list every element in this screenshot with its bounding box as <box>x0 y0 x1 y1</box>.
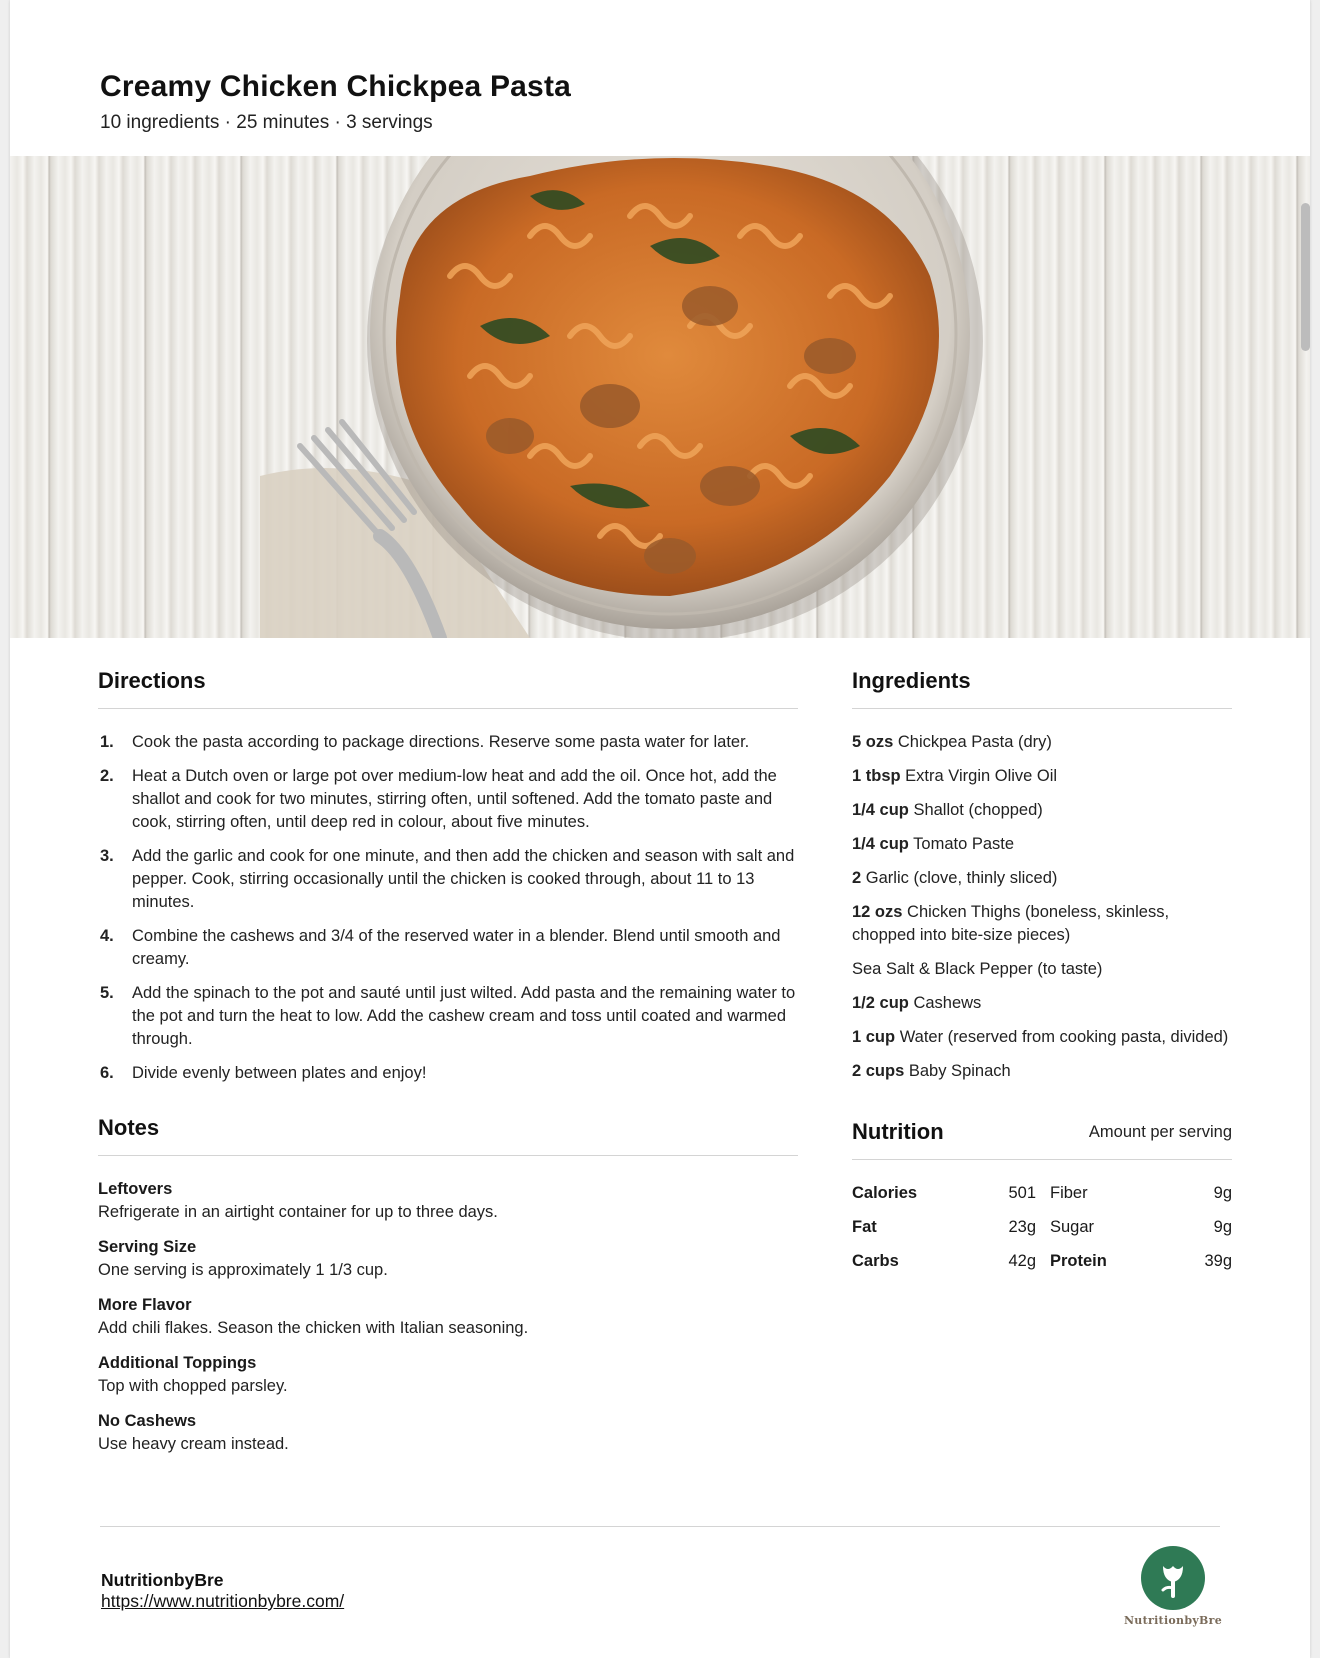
nutrition-header <box>852 1119 1232 1145</box>
brand-name: NutritionbyBre <box>101 1570 224 1590</box>
right-column <box>852 668 1232 1273</box>
note-item: Serving Size One serving is approximately 1 1/3 cup. <box>98 1238 388 1279</box>
ingredient-item: 2 Garlic (clove, thinly sliced) <box>852 869 1058 887</box>
directions-list <box>98 731 798 1085</box>
ingredient-item: 1 tbsp Extra Virgin Olive Oil <box>852 767 1058 785</box>
direction-step: 1. Cook the pasta according to package directions. Reserve some pasta water for later. <box>100 733 750 751</box>
notes-divider <box>98 1155 798 1156</box>
scrollbar-thumb[interactable] <box>1301 203 1310 351</box>
direction-step: 4. Combine the cashews and 3/4 of the reserved water in a blender. Blend until smooth and creamy. <box>100 927 781 968</box>
footer-brand <box>101 1570 344 1612</box>
recipe-title: Creamy Chicken Chickpea Pasta <box>100 70 572 103</box>
note-item: More Flavor Add chili flakes. Season the chicken with Italian seasoning. <box>98 1296 529 1337</box>
ingredient-item: 5 ozs Chickpea Pasta (dry) <box>852 733 1052 751</box>
tulip-logo-icon <box>1141 1546 1205 1610</box>
nutrition-label: Calories <box>852 1184 918 1202</box>
ingredient-item: 2 cups Baby Spinach <box>852 1062 1011 1080</box>
nutrition-label: Protein <box>1050 1252 1107 1270</box>
note-item: Additional Toppings Top with chopped parsley. <box>98 1354 288 1395</box>
ingredient-item: 1/4 cup Shallot (chopped) <box>852 801 1043 819</box>
direction-step: 5. Add the spinach to the pot and sauté until just wilted. Add pasta and the remaining water to the pot and turn the heat to low. Add the cashew cream and toss until coated and warmed through. <box>100 984 796 1048</box>
direction-step: 6. Divide evenly between plates and enjoy! <box>100 1064 427 1082</box>
ingredient-item: Sea Salt & Black Pepper (to taste) <box>852 960 1103 978</box>
brand-website-link[interactable]: https://www.nutritionbybre.com/ <box>101 1591 345 1611</box>
nutrition-value: 39g <box>1204 1252 1232 1270</box>
note-item: Leftovers Refrigerate in an airtight container for up to three days. <box>98 1180 498 1221</box>
directions-heading: Directions <box>98 668 206 693</box>
pasta-bowl-illustration <box>10 156 1310 638</box>
nutrition-label: Fat <box>852 1218 877 1236</box>
ingredient-item: 12 ozs Chicken Thighs (boneless, skinless, chopped into bite-size pieces) <box>852 903 1170 944</box>
notes-section <box>98 1115 798 1456</box>
note-item: No Cashews Use heavy cream instead. <box>98 1412 289 1453</box>
nutrition-divider <box>852 1159 1232 1160</box>
nutrition-label: Carbs <box>852 1252 899 1270</box>
recipe-photo <box>10 156 1310 638</box>
brand-logo <box>1118 1546 1228 1627</box>
nutrition-value: 42g <box>1008 1252 1036 1270</box>
notes-list <box>98 1178 798 1456</box>
nutrition-table <box>852 1182 1232 1273</box>
ingredient-item: 1 cup Water (reserved from cooking pasta, divided) <box>852 1028 1229 1046</box>
nutrition-value: 501 <box>1008 1184 1036 1202</box>
nutrition-value: 9g <box>1213 1218 1232 1236</box>
left-column <box>98 668 798 1468</box>
nutrition-amount-label: Amount per serving <box>1088 1123 1232 1141</box>
ingredient-item: 1/4 cup Tomato Paste <box>852 835 1015 853</box>
direction-step: 3. Add the garlic and cook for one minute, and then add the chicken and season with salt and pepper. Cook, stirring occasionally until the chicken is cooked through, about 11 to 13 minutes. <box>100 847 795 911</box>
recipe-page <box>10 0 1310 1658</box>
logo-text: NutritionbyBre <box>1123 1614 1223 1627</box>
ingredients-heading: Ingredients <box>852 668 971 693</box>
nutrition-label: Sugar <box>1050 1218 1095 1236</box>
nutrition-value: 9g <box>1213 1184 1232 1202</box>
notes-heading: Notes <box>98 1115 160 1140</box>
ingredients-list <box>852 731 1232 1083</box>
direction-step: 2. Heat a Dutch oven or large pot over medium-low heat and add the oil. Once hot, add the shallot and cook for two minutes, stirring often, until softened. Add the tomato paste and cook, stirring often, until deep red in colour, about five minutes. <box>100 767 777 831</box>
ingredients-divider <box>852 708 1232 709</box>
nutrition-value: 23g <box>1008 1218 1036 1236</box>
recipe-subtitle: 10 ingredients · 25 minutes · 3 servings <box>100 112 433 133</box>
ingredient-item: 1/2 cup Cashews <box>852 994 982 1012</box>
nutrition-heading: Nutrition <box>852 1119 944 1144</box>
directions-divider <box>98 708 798 709</box>
footer-divider <box>100 1526 1220 1527</box>
nutrition-label: Fiber <box>1050 1184 1088 1202</box>
recipe-header <box>100 70 571 134</box>
